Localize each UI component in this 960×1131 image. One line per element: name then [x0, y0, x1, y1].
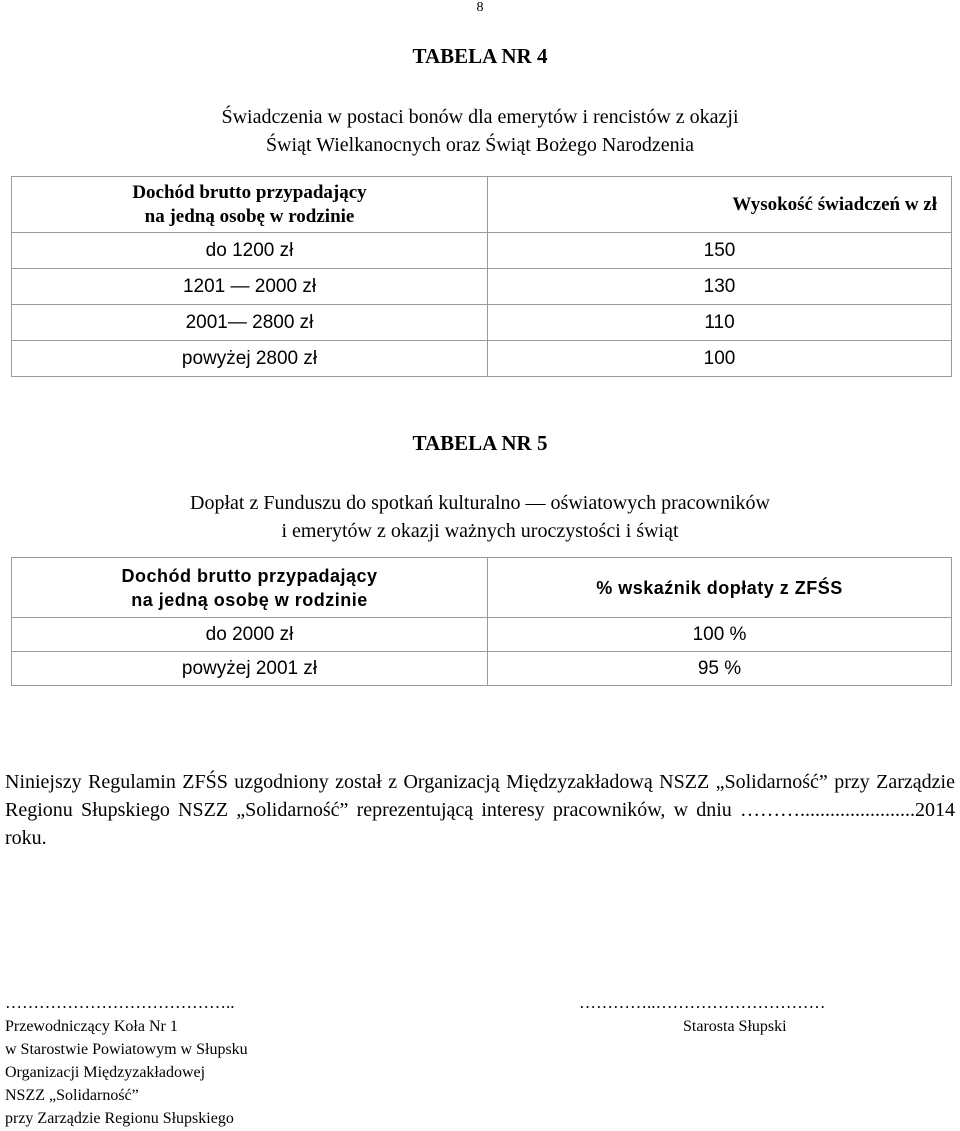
table-row: [12, 305, 952, 341]
table4-income-cell: powyżej 2800 zł: [12, 341, 488, 377]
table4-header-income-line2: na jedną osobę w rodzinie: [144, 205, 355, 227]
table5-header-income-line2: na jedną osobę w rodzinie: [131, 589, 368, 610]
table5-title: TABELA NR 5: [412, 431, 548, 455]
table4-value-cell: [488, 233, 952, 269]
table5-value: 95 %: [697, 657, 742, 679]
table4-header-income: [12, 177, 488, 233]
table5-value: 100 %: [692, 623, 747, 645]
right-signature-block: [683, 1015, 787, 1038]
table-row: [12, 618, 952, 652]
agreement-paragraph: Niniejszy Regulamin ZFŚS uzgodniony został z Organizacją Międzyzakładową NSZZ „Solidarność” przy Zarządzie Regionu Słupskiego NSZZ „Solidarność” reprezentującą interesy pracowników, w dniu ……….......................2014 roku.: [5, 771, 955, 849]
left-signature-line: NSZZ „Solidarność”: [5, 1087, 139, 1104]
table-row: [12, 652, 952, 686]
table4: [11, 176, 952, 377]
table4-caption-line2: Świąt Wielkanocnych oraz Świąt Bożego Narodzenia: [265, 134, 695, 156]
left-signature-line: Organizacji Międzyzakładowej: [5, 1064, 206, 1081]
table5-header-value-label: % wskaźnik dopłaty z ZFŚS: [596, 577, 843, 598]
table5-caption-line2: i emerytów z okazji ważnych uroczystości i świąt: [281, 520, 679, 542]
table4-title: TABELA NR 4: [412, 44, 548, 68]
table-row: [12, 341, 952, 377]
table4-value: 130: [703, 275, 736, 297]
table4-value: 150: [703, 239, 736, 261]
left-signature-line: przy Zarządzie Regionu Słupskiego: [5, 1110, 234, 1127]
table4-header-value-label: Wysokość świadczeń w zł: [732, 193, 937, 215]
page-number: 8: [476, 0, 484, 15]
table4-header-income-line1: Dochód brutto przypadający: [132, 181, 367, 203]
left-signature-dots: …………………………………..: [5, 993, 235, 1012]
table-row: [12, 233, 952, 269]
table4-value-cell: [488, 269, 952, 305]
left-signature-block: [5, 1015, 248, 1130]
table-row: [12, 269, 952, 305]
right-signature-line: Starosta Słupski: [683, 1018, 787, 1035]
table5-income-cell: powyżej 2001 zł: [12, 652, 488, 686]
table4-income-cell: 1201 — 2000 zł: [12, 269, 488, 305]
table5-header-income: [12, 558, 488, 618]
table4-value: 100: [703, 347, 736, 369]
table5-value-cell: [488, 618, 952, 652]
table5-income-cell: do 2000 zł: [12, 618, 488, 652]
table5-value-cell: [488, 652, 952, 686]
table4-value-cell: [488, 305, 952, 341]
table5-header-income-line1: Dochód brutto przypadający: [121, 565, 378, 586]
left-signature-line: w Starostwie Powiatowym w Słupsku: [5, 1041, 248, 1058]
table5: [11, 557, 952, 686]
right-signature-dots: …………..…………………………: [579, 993, 826, 1012]
table5-caption-line1: Dopłat z Funduszu do spotkań kulturalno — oświatowych pracowników: [190, 492, 770, 514]
left-signature-line: Przewodniczący Koła Nr 1: [5, 1018, 178, 1035]
table4-caption-line1: Świadczenia w postaci bonów dla emerytów i rencistów z okazji: [221, 106, 739, 128]
table5-header-value: [488, 558, 952, 618]
table4-value-cell: [488, 341, 952, 377]
table4-header-value: [488, 177, 952, 233]
table4-income-cell: do 1200 zł: [12, 233, 488, 269]
table4-value: 110: [704, 311, 735, 333]
table4-income-cell: 2001— 2800 zł: [12, 305, 488, 341]
